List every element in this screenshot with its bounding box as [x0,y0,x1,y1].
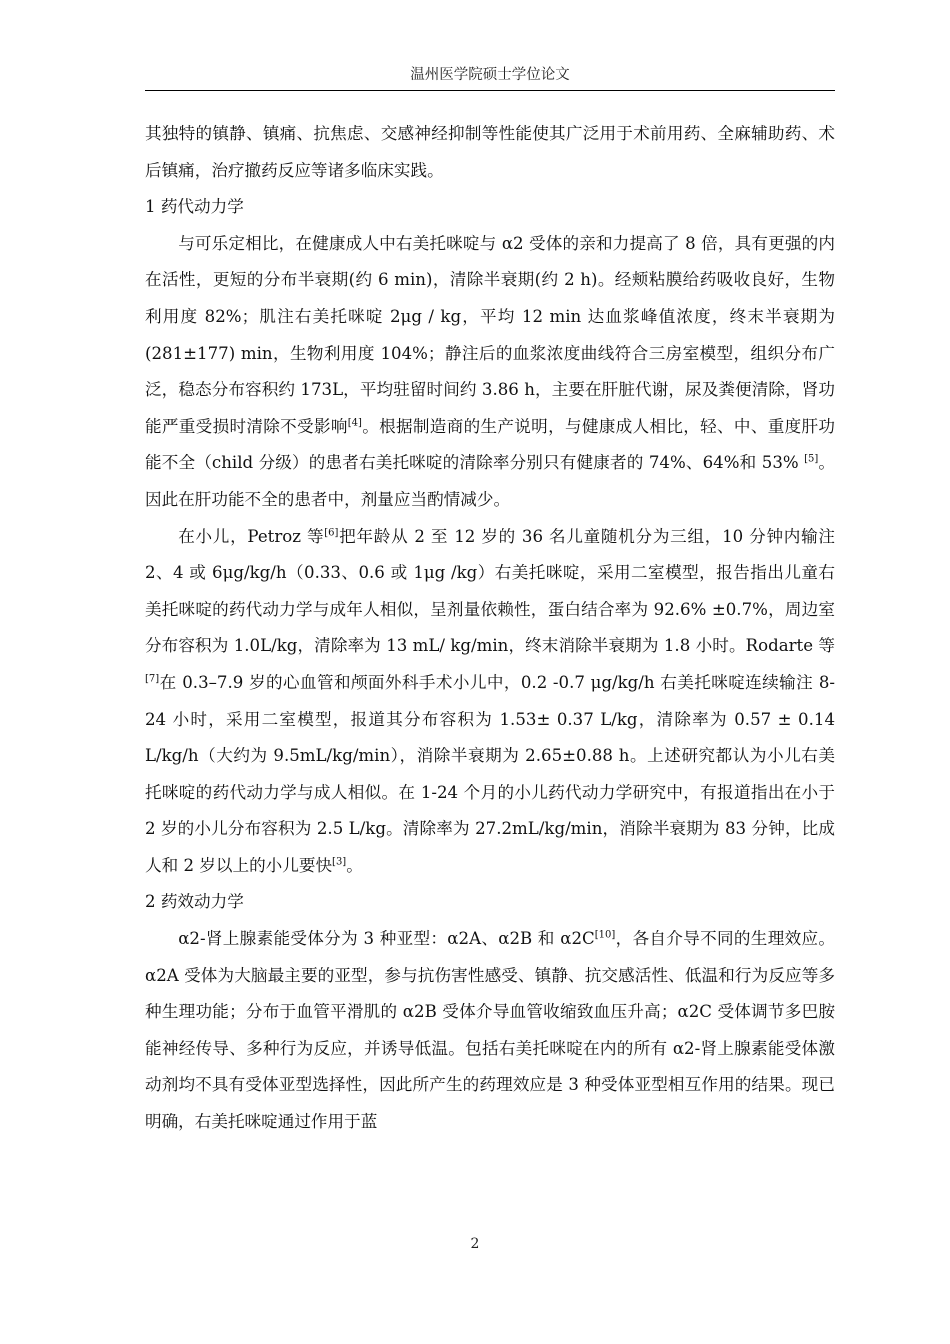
section-heading-pharmacodynamics: 2 药效动力学 [145,892,244,912]
paragraph-pharmacokinetics-pediatric [145,519,835,885]
text-run: 在 0.3–7.9 岁的心血管和颅面外科手术小儿中，0.2 -0.7 μg/kg/h 右美托咪啶连续输注 8-24 小时，采用二室模型，报道其分布容积为 1.53± 0.37 L/kg，清除率为 0.57 ± 0.14 L/kg/h（大约为 9.5mL/kg/min），消除半衰期为 2.65±0.88 h。上述研究都认为小儿右美托咪啶的药代动力学与成人相似。在 1-24 个月的小儿药代动力学研究中，有报道指出在小于 2 岁的小儿分布容积为 2.5 L/kg。清除率为 27.2mL/kg/min，消除半衰期为 83 分钟，比成人和 2 岁以上的小儿要快 [145,672,835,875]
document-body [145,116,835,1141]
text-run: 在小儿，Petroz 等 [178,526,325,546]
citation: [10] [594,929,616,941]
text-run: 把年龄从 2 至 12 岁的 36 名儿童随机分为三组，10 分钟内输注 2、4 或 6μg/kg/h（0.33、0.6 或 1μg /kg）右美托咪啶，采用二室模型，报告指出儿童右美托咪啶的药代动力学与成年人相似，呈剂量依赖性，蛋白结合率为 92.6% ±0.7%，周边室分布容积为 1.0L/kg，清除率为 13 mL/ kg/min，终末消除半衰期为 1.8 小时。Rodarte 等 [145,526,835,656]
text-run: 与可乐定相比，在健康成人中右美托咪啶与 α2 受体的亲和力提高了 8 倍，具有更强的内在活性，更短的分布半衰期(约 6 min)，清除半衰期(约 2 h)。经颊粘膜给药吸收良好，生物利用度 82%；肌注右美托咪啶 2μg / kg，平均 12 min 达血浆峰值浓度，终末半衰期为(281±177) min，生物利用度 104%；静注后的血浆浓度曲线符合三房室模型，组织分布广泛，稳态分布容积约 173L，平均驻留时间约 3.86 h，主要在肝脏代谢，尿及粪便清除，肾功能严重受损时清除不受影响 [145,233,835,436]
text-run: α2-肾上腺素能受体分为 3 种亚型：α2A、α2B 和 α2C [178,929,595,949]
citation: [7] [145,673,160,685]
citation: [4] [347,417,362,429]
text-run: 。 [346,855,363,875]
citation: [5] [804,453,819,465]
paragraph-intro: 其独特的镇静、镇痛、抗焦虑、交感神经抑制等性能使其广泛用于术前用药、全麻辅助药、术后镇痛，治疗撤药反应等诸多临床实践。 [145,124,835,180]
paragraph-pharmacokinetics-adult [145,226,835,519]
page-number: 2 [470,1236,480,1252]
citation: [3] [332,856,347,868]
text-run: 。根据制造商的生产说明，与健康成人相比，轻、中、重度肝功能不全（child 分级）的患者右美托咪啶的清除率分别只有健康者的 74%、64%和 53% [145,416,835,473]
text-run: 。因此在肝功能不全的患者中，剂量应当酌情减少。 [145,453,835,509]
section-heading-pharmacokinetics: 1 药代动力学 [145,197,244,217]
running-header: 温州医学院硕士学位论文 [145,64,835,91]
citation: [6] [324,527,339,538]
paragraph-pharmacodynamics [145,921,835,1141]
text-run: ，各自介导不同的生理效应。α2A 受体为大脑最主要的亚型，参与抗伤害性感受、镇静、抗交感活性、低温和行为反应等多种生理功能；分布于血管平滑肌的 α2B 受体介导血管收缩致血压升高；α2C 受体调节多巴胺能神经传导、多种行为反应，并诱导低温。包括右美托咪啶在内的所有 α2-肾上腺素能受体激动剂均不具有受体亚型选择性，因此所产生的药理效应是 3 种受体亚型相互作用的结果。现已明确，右美托咪啶通过作用于蓝 [145,929,835,1132]
